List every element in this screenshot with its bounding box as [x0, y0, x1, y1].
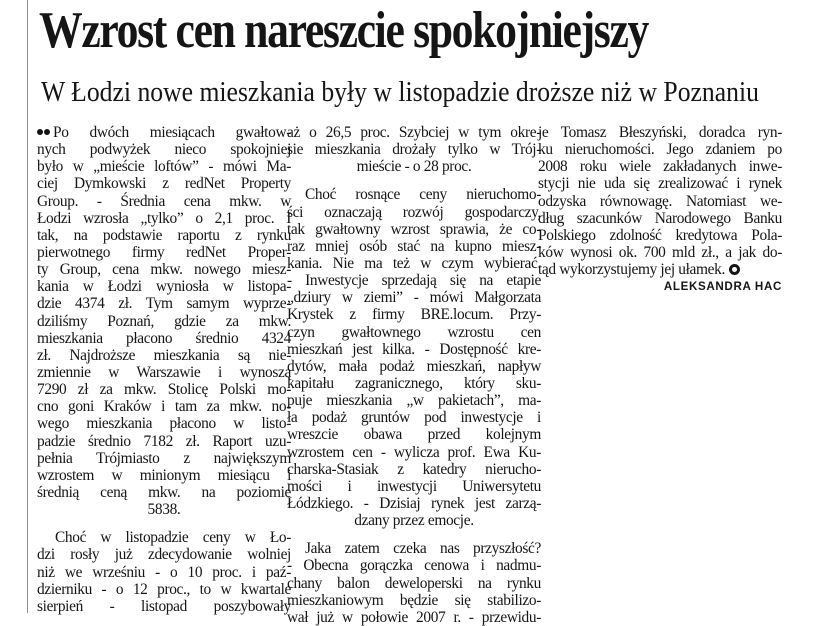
column-1-line-12: dziliśmy Poznań, gdzie za mkw. [37, 312, 291, 330]
column-1-line-3: było w „mieście loftów” - mówi Ma- [37, 158, 291, 176]
column-2-line-21: mości i inwestycji Uniwersytetu [287, 477, 541, 495]
column-1-line-27: dzierniku - o 12 proc., to w kwartale [37, 580, 291, 598]
column-1-line-21: wzrostem w minionym miesiącu i [37, 466, 291, 484]
column-2-line-1: aż o 26,5 proc. Szybciej w tym okre- [287, 124, 541, 141]
article-column-1 [37, 124, 291, 614]
column-1-line-18: wego mieszkania płacono w listo- [37, 415, 291, 433]
column-1-line-15: zmiennie w Warszawie i wynoszą [37, 363, 291, 381]
column-2-line-7: raz mniej osób stać na kupno miesz- [287, 237, 541, 255]
column-1-line-1-text: Po dwóch miesiącach gwałtow- [53, 124, 291, 141]
page-edge-rule [27, 0, 28, 613]
article-author: ALEKSANDRA HAC [663, 280, 782, 294]
column-2-line-25: - Obecna gorączka cenowa i nadmu- [287, 557, 541, 575]
column-1-line-28: sierpień - listopad poszybowały [37, 597, 291, 615]
column-2-line-23: dzany przez emocje. [354, 512, 474, 530]
column-1-line-20: pełnia Trójmiasto z największym [37, 449, 291, 467]
column-2-line-27: mieszkaniowym będzie się stabilizo- [287, 591, 541, 609]
column-1-line-19: padzie średnio 7182 zł. Raport uzu- [37, 432, 291, 450]
column-2-line-28: wał już w połowie 2007 r. - przewidu- [287, 608, 541, 626]
column-2-line-10: „dziury w ziemi” - mówi Małgorzata [287, 289, 541, 307]
column-3-line-2: ku nieruchomości. Jego zdaniem po [538, 141, 782, 159]
article-headline: Wzrost cen nareszcie spokojniejszy [39, 2, 648, 59]
column-2-line-4: Choć rosnące ceny nieruchomo- [305, 186, 541, 204]
column-2-line-11: Krystek z firmy BRE.locum. Przy- [287, 306, 541, 324]
column-2-line-5: ści oznaczają rozwój gospodarczy, [287, 203, 541, 221]
column-3-line-5: odzyska równowagę. Natomiast we- [538, 192, 782, 210]
column-1-line-14: zł. Najdroższe mieszkania są nie- [37, 346, 291, 364]
column-3-line-9-text: tąd wykorzystujemy jej ułamek. [538, 261, 725, 279]
column-1-line-11: dzie 4374 zł. Tym samym wyprze- [37, 295, 291, 313]
column-1-line-7: tak, na podstawie raportu z rynku [37, 226, 291, 244]
column-1-line-6: Łodzi wzrosła „tylko” o 2,1 proc. I [37, 209, 291, 227]
column-1-line-10: kania w Łodzi wyniosła w listopa- [37, 278, 291, 296]
column-1-line-8: pierwotnego firmy redNet Proper- [37, 243, 291, 261]
column-2-line-26: chany balon deweloperski na rynku [287, 574, 541, 592]
column-2-line-17: ła podaż gruntów pod inwestycje i [287, 409, 541, 427]
article-column-2 [287, 124, 541, 626]
article-column-3 [538, 124, 782, 614]
column-2-line-8: kania. Nie ma też w czym wybierać. [287, 254, 541, 272]
column-2-line-14: dytów, mała podaż mieszkań, napływ [287, 357, 541, 375]
column-1-line-22: średnią ceną mkw. na poziomie [37, 483, 291, 501]
column-2-line-20: charska-Stasiak z katedry nierucho- [287, 460, 541, 478]
column-3-line-9 [538, 261, 782, 278]
column-3-line-3: 2008 roku wiele zakładanych inwe- [538, 158, 782, 176]
column-2-line-2: sie mieszkania drożały tylko w Trój- [287, 141, 541, 159]
column-2-line-13: mieszkań jest kilka. - Dostępność kre- [287, 340, 541, 358]
column-3-line-4: stycji nie uda się zrealizować i rynek [538, 175, 782, 193]
column-2-line-19: wzrostem cen - wylicza prof. Ewa Ku- [287, 443, 541, 461]
article-end-circle-icon [729, 264, 740, 275]
column-1-line-26: niż we wrześniu - o 10 proc. i paź- [37, 563, 291, 581]
column-3-line-1: je Tomasz Błeszyński, doradca ryn- [538, 124, 782, 141]
column-3-line-7: Polskiego zdolność kredytowa Pola- [538, 226, 782, 244]
column-2-line-16: puje mieszkania „w pakietach”, ma- [287, 392, 541, 410]
article-subheadline: W Łodzi nowe mieszkania były w listopadzie droższe niż w Poznaniu [41, 76, 759, 108]
column-2-line-12: czyn gwałtownego wzrostu cen [287, 323, 541, 341]
column-1-line-13: mieszkania płacono średnio 4324 [37, 329, 291, 347]
column-3-line-6: dług szacunków Narodowego Banku [538, 209, 782, 227]
column-1-line-1 [37, 124, 291, 141]
column-2-line-18: wreszcie obawa przed kolejnym [287, 426, 541, 444]
column-1-line-17: cno goni Kraków i tam za mkw. no- [37, 398, 291, 416]
column-2-line-3: mieście - o 28 proc. [356, 158, 472, 176]
column-1-line-16: 7290 zł za mkw. Stolicę Polski mo- [37, 381, 291, 399]
column-1-line-24: Choć w listopadzie ceny w Ło- [55, 529, 291, 547]
column-1-line-2: nych podwyżek nieco spokojniej [37, 141, 291, 159]
column-2-line-22: Łódzkiego. - Dzisiaj rynek jest zarzą- [287, 494, 541, 512]
column-1-line-5: Group. - Średnia cena mkw. w [37, 192, 291, 210]
column-2-line-6: tak gwałtowny wzrost sprawia, że co- [287, 220, 541, 238]
column-2-line-9: - Inwestycje sprzedają się na etapie [287, 272, 541, 290]
column-1-line-4: ciej Dymkowski z redNet Property [37, 175, 291, 193]
column-2-line-15: kapitału zagranicznego, który sku- [287, 374, 541, 392]
column-1-line-9: ty Group, cena mkw. nowego miesz- [37, 261, 291, 279]
column-1-line-25: dzi rosły już zdecydowanie wolniej [37, 546, 291, 564]
bullet-icon [37, 128, 52, 137]
column-2-line-24: Jaka zatem czeka nas przyszłość? [305, 540, 541, 558]
column-3-line-8: ków wynosi ok. 700 mld zł., a jak do- [538, 243, 782, 261]
column-1-line-23: 5838. [147, 501, 181, 519]
